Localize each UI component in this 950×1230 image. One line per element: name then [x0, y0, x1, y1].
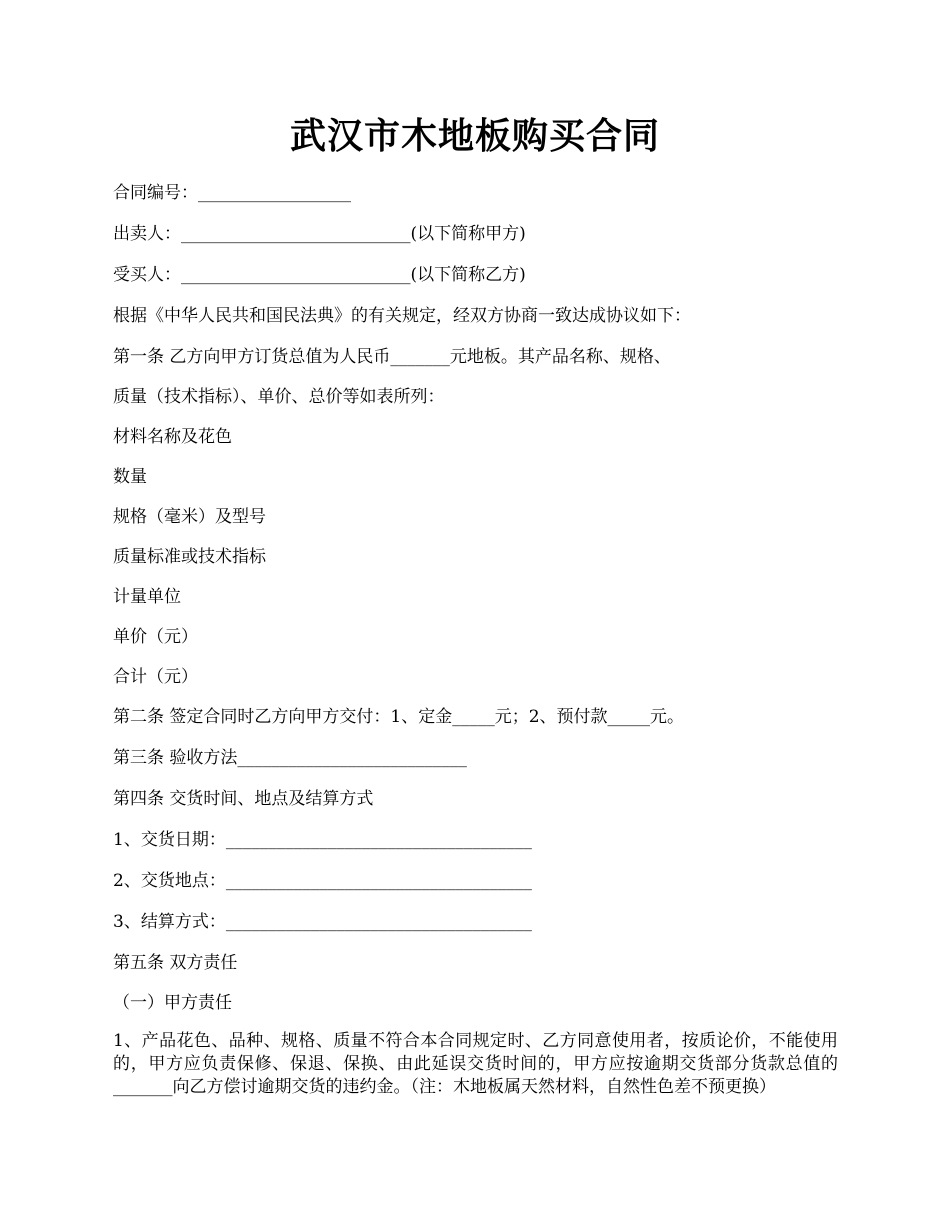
article-5-line: 第五条 双方责任 [113, 953, 238, 973]
article-3-line: 第三条 验收方法___________________________ [113, 748, 467, 768]
delivery-place-line: 2、交货地点：____________________________________ [113, 871, 532, 891]
buyer-line: 受买人：___________________________(以下简称乙方) [113, 265, 526, 285]
article-2-line: 第二条 签定合同时乙方向甲方交付：1、定金_____元；2、预付款_____元。 [113, 707, 685, 727]
seller-line: 出卖人：___________________________(以下简称甲方) [113, 224, 526, 244]
delivery-date-line: 1、交货日期：____________________________________ [113, 830, 532, 850]
article-4-line: 第四条 交货时间、地点及结算方式 [113, 789, 374, 809]
table-item-total: 合计（元） [113, 667, 198, 687]
contract-number-line: 合同编号：__________________ [113, 183, 351, 203]
table-item-quantity: 数量 [113, 467, 147, 487]
table-item-spec: 规格（毫米）及型号 [113, 507, 266, 527]
table-item-quality: 质量标准或技术指标 [113, 547, 266, 567]
party-a-responsibility-heading: （一）甲方责任 [113, 993, 232, 1013]
table-item-unit: 计量单位 [113, 587, 181, 607]
preamble-line: 根据《中华人民共和国民法典》的有关规定，经双方协商一致达成协议如下： [113, 306, 691, 326]
settlement-method-line: 3、结算方式：____________________________________ [113, 912, 532, 932]
party-a-clause-1: 1、产品花色、品种、规格、质量不符合本合同规定时、乙方同意使用者，按质论价，不能使用的，甲方应负责保修、保退、保换、由此延误交货时间的，甲方应按逾期交货部分货款总值的_______向乙方偿讨逾期交货的违约金。（注：木地板属天然材料，自然性色差不预更换） [113, 1031, 838, 1097]
article-1-line: 第一条 乙方向甲方订货总值为人民币_______元地板。其产品名称、规格、 [113, 347, 671, 367]
document-title: 武汉市木地板购买合同 [289, 115, 660, 157]
table-item-material-name: 材料名称及花色 [113, 427, 232, 447]
table-item-unit-price: 单价（元） [113, 627, 198, 647]
article-1-continued-line: 质量（技术指标）、单价、总价等如表所列： [113, 387, 445, 407]
